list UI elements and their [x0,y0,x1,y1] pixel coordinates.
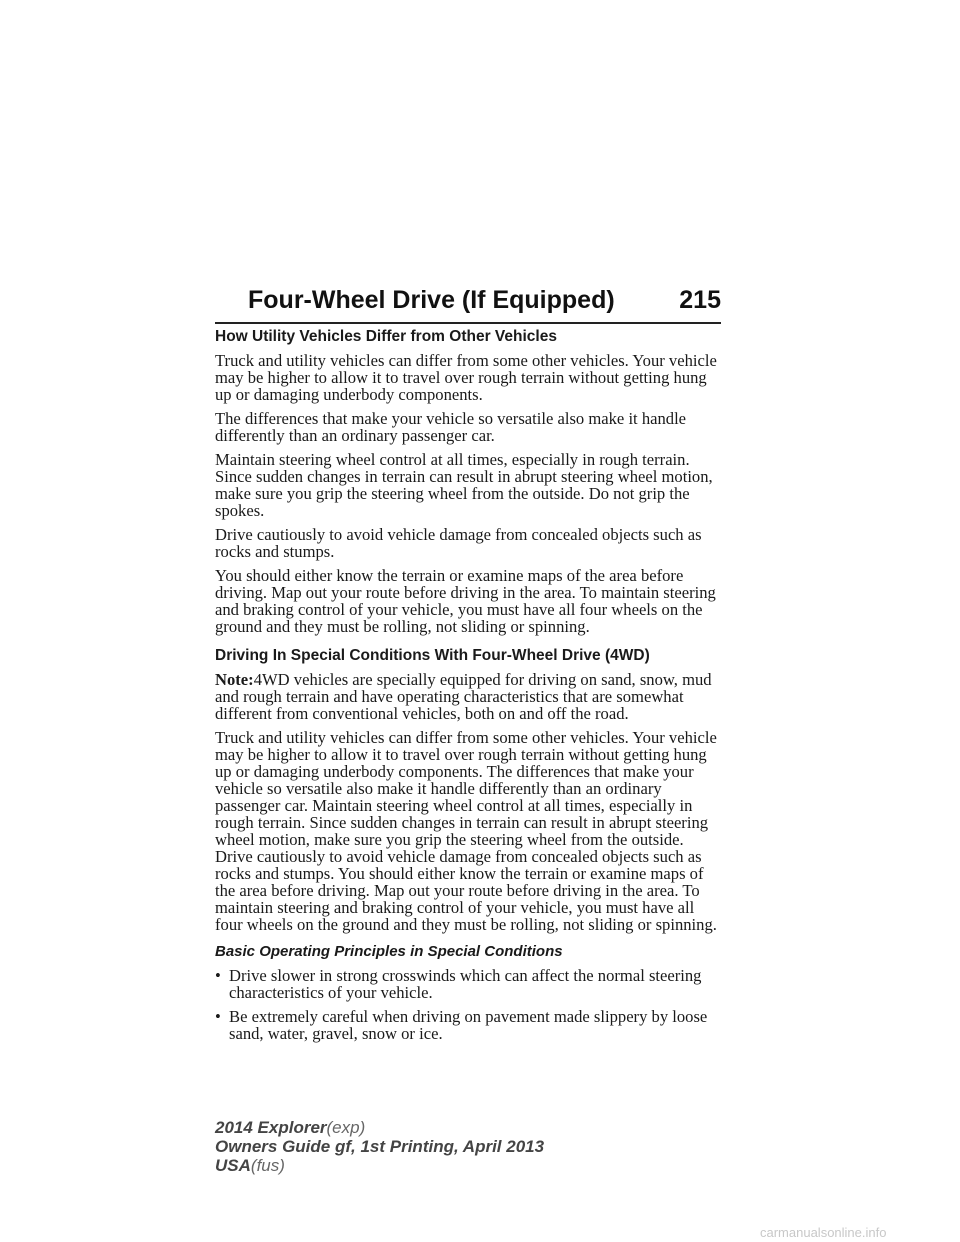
bullet-list [215,967,721,1042]
footer-line-model [215,1118,544,1137]
footer-line-region [215,1156,544,1175]
bullet-icon: • [215,1007,221,1026]
paragraph: Truck and utility vehicles can differ from some other vehicles. Your vehicle may be higher to allow it to travel over rough terrain without getting hung up or damaging underbody components. [215,351,717,404]
watermark: carmanualsonline.info [760,1225,887,1240]
heading-utility-vehicles: How Utility Vehicles Differ from Other Vehicles [215,328,557,345]
footer-line-guide [215,1137,544,1156]
note-paragraph [215,671,721,722]
paragraph: You should either know the terrain or examine maps of the area before driving. Map out your route before driving in the area. To maintain steering and braking control of your vehicle, you must have all four wheels on the ground and they must be rolling, not sliding or spinning. [215,566,716,636]
note-label: Note: [215,670,254,689]
heading-special-conditions-4wd: Driving In Special Conditions With Four-Wheel Drive (4WD) [215,647,650,664]
paragraph: Drive cautiously to avoid vehicle damage from concealed objects such as rocks and stumps. [215,525,702,561]
paragraph: The differences that make your vehicle so versatile also make it handle differently than an ordinary passenger car. [215,409,687,445]
header-divider [215,322,721,324]
list-item-text: Be extremely careful when driving on pavement made slippery by loose sand, water, gravel, snow or ice. [229,1007,708,1043]
subheading-basic-principles: Basic Operating Principles in Special Conditions [215,943,563,960]
page-number: 215 [679,286,721,314]
footer-region: USA [215,1156,251,1175]
list-item [215,967,721,1001]
footer-model: 2014 Explorer [215,1118,327,1137]
note-text: 4WD vehicles are specially equipped for driving on sand, snow, mud and rough terrain and have operating characteristics that are somewhat different from conventional vehicles, both on and off the road. [215,670,712,723]
footer-model-code: (exp) [326,1118,366,1137]
footer-region-code: (fus) [250,1156,285,1175]
page-footer [215,1118,544,1175]
list-item [215,1008,721,1042]
bullet-icon: • [215,966,221,985]
list-item-text: Drive slower in strong crosswinds which can affect the normal steering characteristics of your vehicle. [229,966,702,1002]
page-header [215,284,721,326]
paragraph: Truck and utility vehicles can differ from some other vehicles. Your vehicle may be higher to allow it to travel over rough terrain without getting hung up or damaging underbody components. The differences that make your vehicle so versatile also make it handle differently than an ordinary passenger car. Maintain steering wheel control at all times, especially in rough terrain. Since sudden changes in terrain can result in abrupt steering wheel motion, make sure you grip the steering wheel from the outside. Drive cautiously to avoid vehicle damage from concealed objects such as rocks and stumps. You should either know the terrain or examine maps of the area before driving. Map out your route before driving in the area. To maintain steering and braking control of your vehicle, you must have all four wheels on the ground and they must be rolling, not sliding or spinning. [215,728,717,934]
page-body [215,328,721,1049]
footer-guide: Owners Guide gf, 1st Printing, April 2013 [215,1137,545,1156]
section-title: Four-Wheel Drive (If Equipped) [248,286,615,314]
paragraph: Maintain steering wheel control at all times, especially in rough terrain. Since sudden changes in terrain can result in abrupt steering wheel motion, make sure you grip the steering wheel from the outside. Do not grip the spokes. [215,450,713,520]
